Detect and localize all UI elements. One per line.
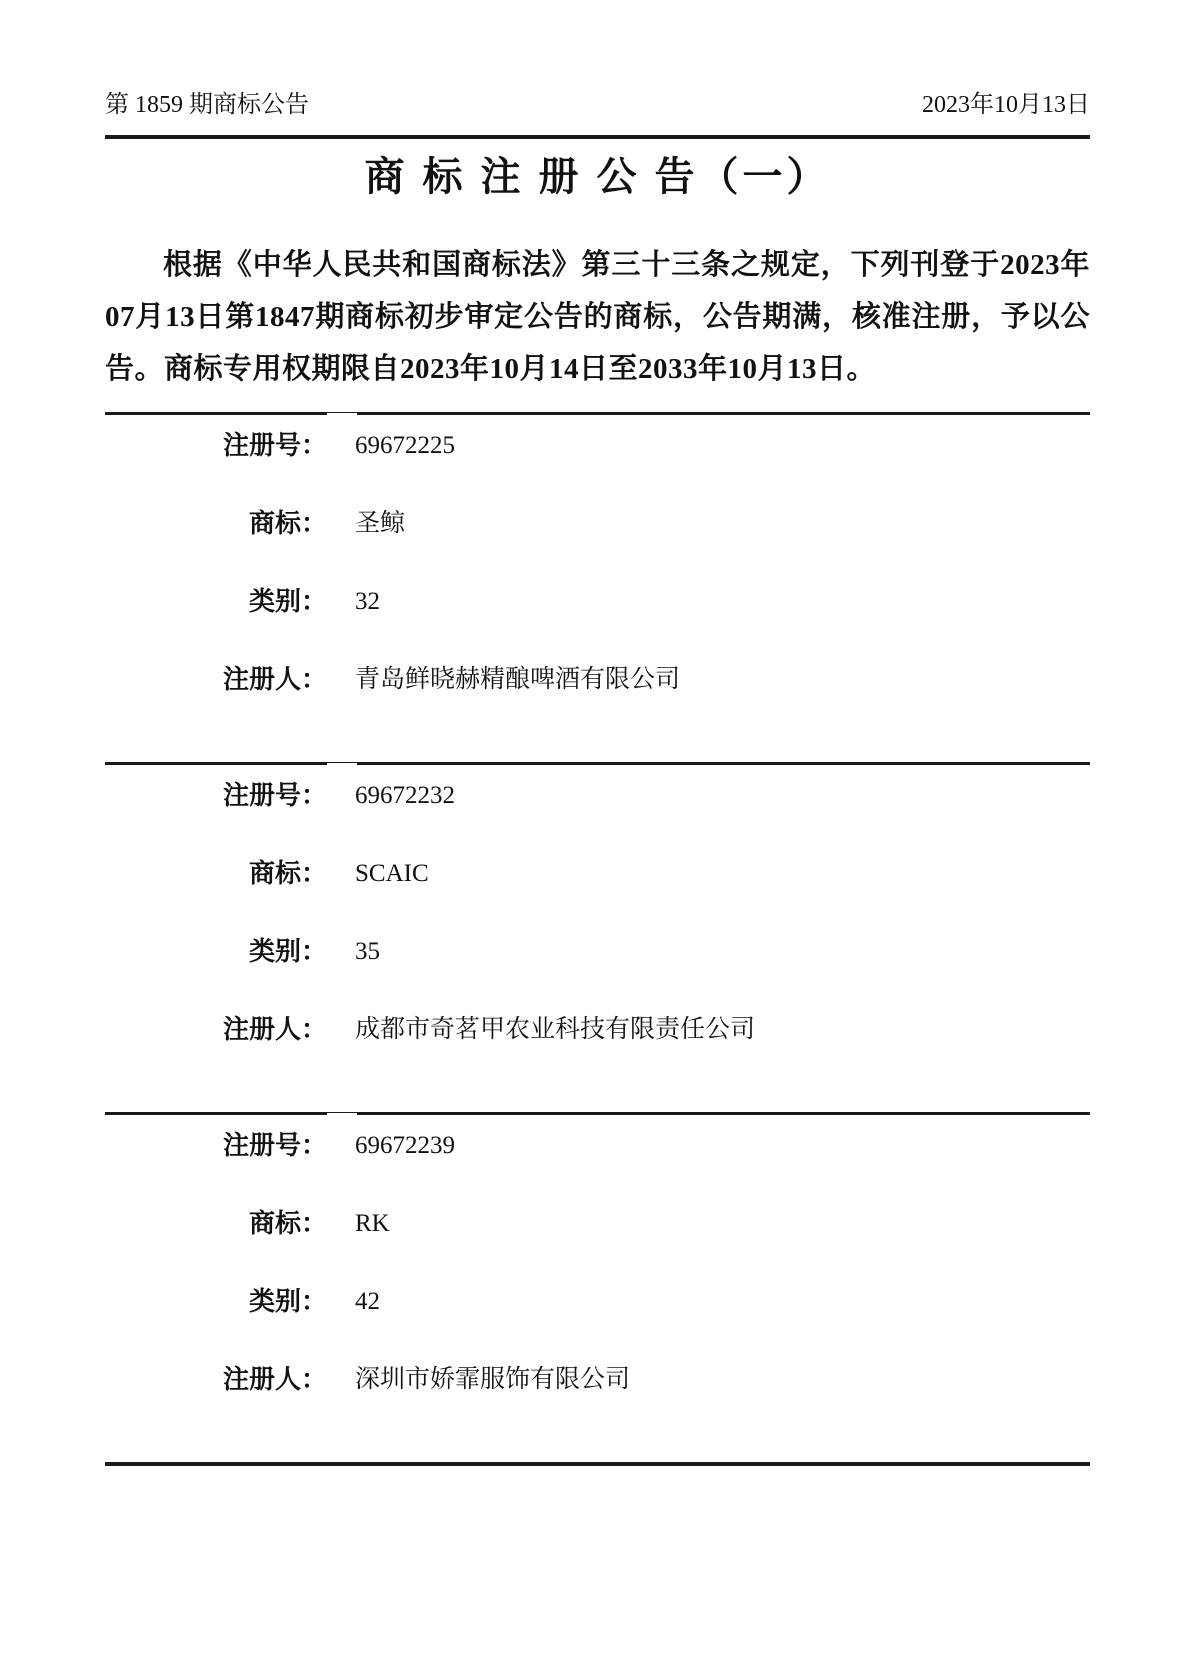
class-label: 类别： [248, 937, 327, 966]
trademark-record [105, 1115, 1090, 1427]
trademark-value: RK [355, 1210, 390, 1237]
bottom-rule [105, 1462, 1090, 1466]
trademark-value: 圣鲸 [355, 510, 406, 537]
registrant-value: 青岛鲜晓赫精酿啤酒有限公司 [355, 666, 681, 693]
registrant-value: 成都市奇茗甲农业科技有限责任公司 [355, 1016, 756, 1043]
trademark-label: 商标： [248, 859, 327, 888]
field-row-reg-no [105, 1115, 1090, 1193]
page-title: 商 标 注 册 公 告（一） [364, 154, 831, 199]
field-row-trademark [105, 1193, 1090, 1271]
reg-no-value: 69672225 [355, 432, 455, 459]
reg-no-label: 注册号： [222, 431, 327, 460]
registrant-label: 注册人： [222, 1365, 327, 1394]
field-row-trademark [105, 843, 1090, 921]
reg-no-label: 注册号： [222, 1131, 327, 1160]
field-row-class [105, 1271, 1090, 1349]
field-row-class [105, 571, 1090, 649]
registrant-label: 注册人： [222, 1015, 327, 1044]
record-divider [105, 412, 1090, 415]
registrant-value: 深圳市娇霏服饰有限公司 [355, 1366, 631, 1393]
header-issue-number: 第 1859 期商标公告 [105, 92, 309, 118]
reg-no-value: 69672232 [355, 782, 455, 809]
trademark-record [105, 415, 1090, 727]
trademark-label: 商标： [248, 1209, 327, 1238]
class-label: 类别： [248, 1287, 327, 1316]
field-row-registrant [105, 1349, 1090, 1427]
page-header [105, 90, 1090, 120]
field-row-registrant [105, 999, 1090, 1077]
field-row-reg-no [105, 415, 1090, 493]
reg-no-label: 注册号： [222, 781, 327, 810]
header-rule [105, 135, 1090, 139]
field-row-trademark [105, 493, 1090, 571]
trademark-value: SCAIC [355, 860, 429, 887]
field-row-reg-no [105, 765, 1090, 843]
field-row-registrant [105, 649, 1090, 727]
intro-paragraph: 根据《中华人民共和国商标法》第三十三条之规定，下列刊登于2023年07月13日第1847期商标初步审定公告的商标，公告期满，核准注册，予以公告。商标专用权期限自2023年10月14日至2033年10月13日。 [105, 249, 1090, 385]
class-value: 35 [355, 938, 380, 965]
field-row-class [105, 921, 1090, 999]
gazette-page [0, 90, 1190, 1654]
records-section [105, 412, 1090, 1466]
header-date: 2023年10月13日 [922, 92, 1090, 118]
reg-no-value: 69672239 [355, 1132, 455, 1159]
class-value: 32 [355, 588, 380, 615]
trademark-label: 商标： [248, 509, 327, 538]
registrant-label: 注册人： [222, 665, 327, 694]
class-label: 类别： [248, 587, 327, 616]
class-value: 42 [355, 1288, 380, 1315]
record-divider [105, 1112, 1090, 1115]
trademark-record [105, 765, 1090, 1077]
record-divider [105, 762, 1090, 765]
